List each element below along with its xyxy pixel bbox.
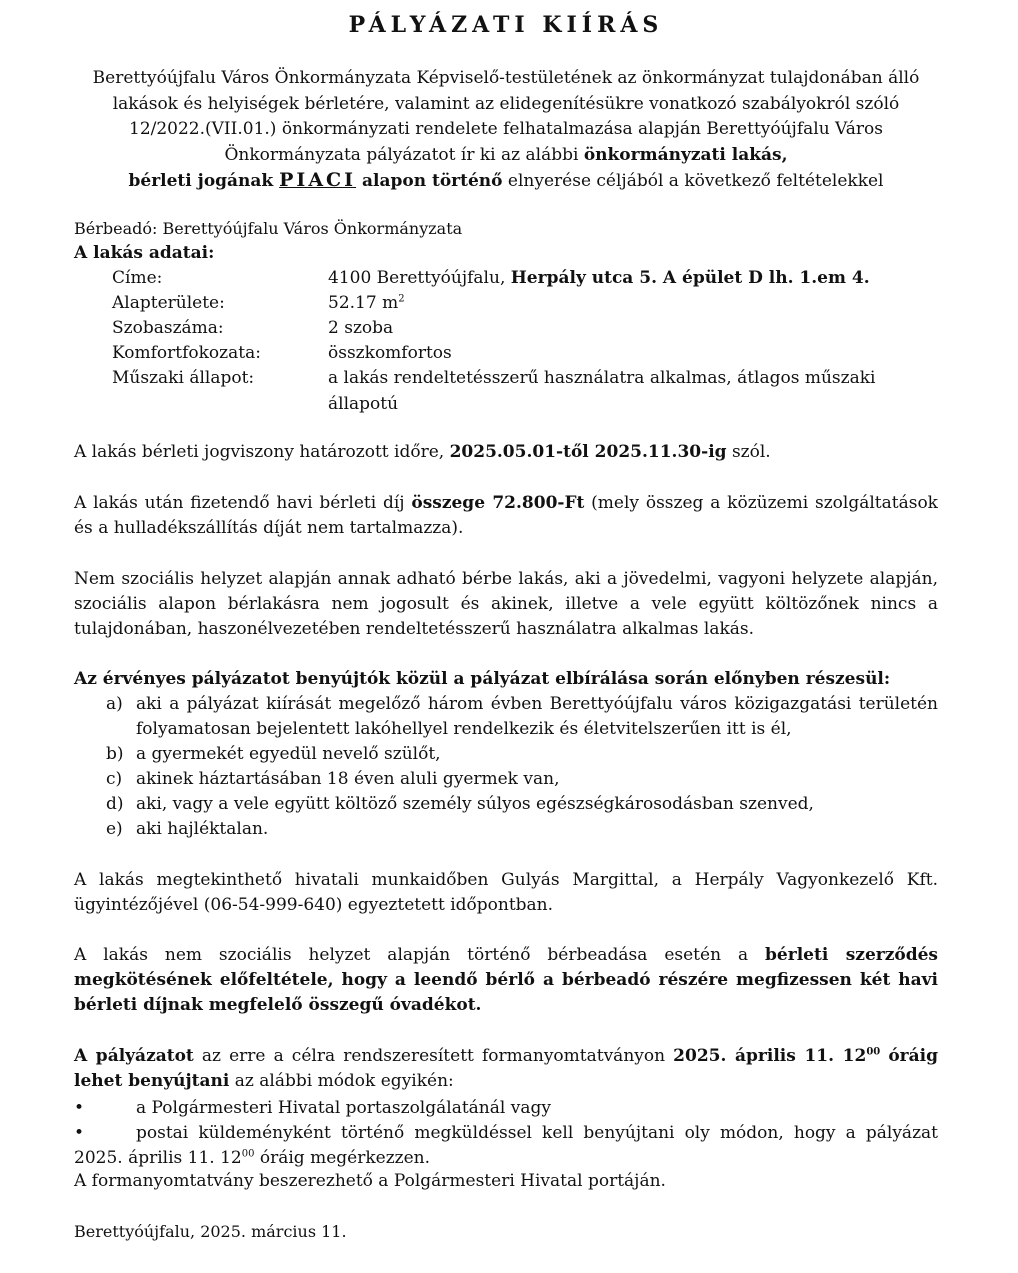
nem-szocialis-paragraph: Nem szociális helyzet alapján annak adható bérbe lakás, aki a jövedelmi, vagyoni helyzete alapján, szociális alapon bérlakásra nem jogosult és akinek, illetve a vele együtt költözőnek nincs a tulajdonában, haszonélvezetében rendeltetésszerű használatra alkalmas lakás. (74, 569, 938, 639)
terulet-sup: 2 (398, 293, 405, 305)
terulet-label: Alapterülete: (112, 293, 225, 313)
list-marker: b) (106, 744, 124, 764)
list-item (74, 1121, 938, 1171)
list-item (74, 1096, 938, 1121)
list-text-sup: 00 (241, 1148, 255, 1160)
list-marker: a) (106, 694, 123, 714)
bullet-icon: • (74, 1098, 85, 1118)
intro-text: Berettyóújfalu Város Önkormányzata Képviselő-testületének az önkormányzat tulajdonában álló lakások és helyiségek bérletére, valamint az elidegenítésükre vonatkozó szabályokról szóló 12/2022.(VII.01.) önkormányzati rendelete felhatalmazása alapján Berettyóújfalu Város Önkormányzata pályázatot ír ki az alábbi (92, 68, 920, 165)
list-text: a gyermekét egyedül nevelő szülőt, (136, 744, 441, 764)
berleti-dij-paragraph (74, 491, 938, 541)
benyujtas-text-end: az alábbi módok egyikén: (229, 1071, 454, 1091)
jogviszony-end: szól. (726, 442, 771, 462)
muszaki-label: Műszaki állapot: (112, 368, 255, 388)
intro-text-end: elnyerése céljából a következő feltételekkel (502, 171, 884, 191)
cime-value: Herpály utca 5. A épület D lh. 1.em 4. (510, 268, 870, 288)
benyujtas-bold-palyazatot: A pályázatot (74, 1046, 194, 1066)
ovadek-bold: bérleti szerződés megkötésének előfeltétele, hogy a leendő bérlő a bérbeadó részére megfizessen két havi bérleti díjnak megfelelő összegű óvadékot. (74, 945, 938, 1015)
szoba-value: 2 szoba (328, 318, 394, 338)
jogviszony-text: A lakás bérleti jogviszony határozott időre, (74, 442, 450, 462)
benyujtas-paragraph (74, 1044, 938, 1094)
modok-list (74, 1096, 938, 1171)
bullet-icon: • (74, 1123, 85, 1143)
elonyben-list (74, 692, 938, 842)
komfort-value: összkomfortos (328, 343, 452, 363)
elonyben-heading: Az érvényes pályázatot benyújtók közül a pályázat elbírálása során előnyben részesül: (74, 669, 891, 689)
list-text: postai küldeményként történő megküldéssel kell benyújtani oly módon, hogy a pályázat 2025. április 11. 12 (74, 1123, 938, 1168)
cime-label: Címe: (112, 268, 163, 288)
dij-text: A lakás után fizetendő havi bérleti díj (74, 493, 412, 513)
list-text: aki hajléktalan. (136, 819, 269, 839)
dij-amount: összege 72.800-Ft (411, 493, 585, 513)
list-item (74, 817, 938, 842)
list-item (74, 692, 938, 742)
megtekintes-paragraph: A lakás megtekinthető hivatali munkaidőben Gulyás Margittal, a Herpály Vagyonkezelő Kft. ügyintézőjével (06-54-999-640) egyeztetett időpontban. (74, 870, 938, 915)
list-marker: d) (106, 794, 124, 814)
ovadek-text: A lakás nem szociális helyzet alapján történő bérbeadása esetén a (74, 945, 766, 965)
intro-bold-lakas: önkormányzati lakás, (583, 144, 788, 165)
list-item (74, 792, 938, 817)
intro-bold-alapon: alapon történő (356, 171, 503, 191)
benyujtas-deadline: 2025. április 11. 12 (673, 1046, 867, 1066)
benyujtas-deadline-sup: 00 (866, 1046, 881, 1058)
list-text: aki a pályázat kiírását megelőző három évben Berettyóújfalu város közigazgatási területén folyamatosan bejelentett lakóhellyel rendelkezik és életvitelszerűen itt is él, (136, 694, 938, 739)
list-item (74, 742, 938, 767)
szoba-label: Szobaszáma: (112, 318, 224, 338)
list-text: akinek háztartásában 18 éven aluli gyermek van, (136, 769, 560, 789)
dij-text-end: (mely összeg a közüzemi szolgáltatások és a hulladékszállítás díját nem tartalmazza). (74, 493, 938, 538)
lakas-adatai-heading: A lakás adatai: (74, 243, 215, 263)
benyujtas-text: az erre a célra rendszeresített formanyomtatványon (193, 1046, 674, 1066)
benyujtas-bold-oraig: óráig lehet benyújtani (74, 1046, 938, 1091)
berbeado-line: Bérbeadó: Berettyóújfalu Város Önkormányzata (74, 219, 463, 238)
kelt-line: Berettyóújfalu, 2025. március 11. (74, 1222, 347, 1241)
intro-paragraph (74, 66, 938, 195)
intro-piaci: PIACI (279, 169, 357, 191)
intro-bold-berleti: bérleti jogának (128, 171, 280, 191)
muszaki-value: a lakás rendeltetésszerű használatra alkalmas, átlagos műszaki állapotú (328, 368, 876, 414)
list-text-end: óráig megérkezzen. (254, 1148, 431, 1168)
list-text: aki, vagy a vele együtt költöző személy súlyos egészségkárosodásban szenved, (136, 794, 814, 814)
jogviszony-paragraph (74, 440, 938, 465)
ovadek-paragraph (74, 943, 938, 1018)
terulet-value: 52.17 m (328, 293, 399, 313)
page-title: PÁLYÁZATI KIÍRÁS (348, 12, 664, 38)
list-marker: c) (106, 769, 123, 789)
komfort-label: Komfortfokozata: (112, 343, 261, 363)
list-marker: e) (106, 819, 123, 839)
list-text: a Polgármesteri Hivatal portaszolgálatánál vagy (136, 1098, 551, 1118)
cime-prefix: 4100 Berettyóújfalu, (328, 268, 511, 288)
formanyomtatvany-line: A formanyomtatvány beszerezhető a Polgármesteri Hivatal portáján. (74, 1171, 666, 1191)
list-item (74, 767, 938, 792)
jogviszony-dates: 2025.05.01-től 2025.11.30-ig (449, 442, 727, 462)
